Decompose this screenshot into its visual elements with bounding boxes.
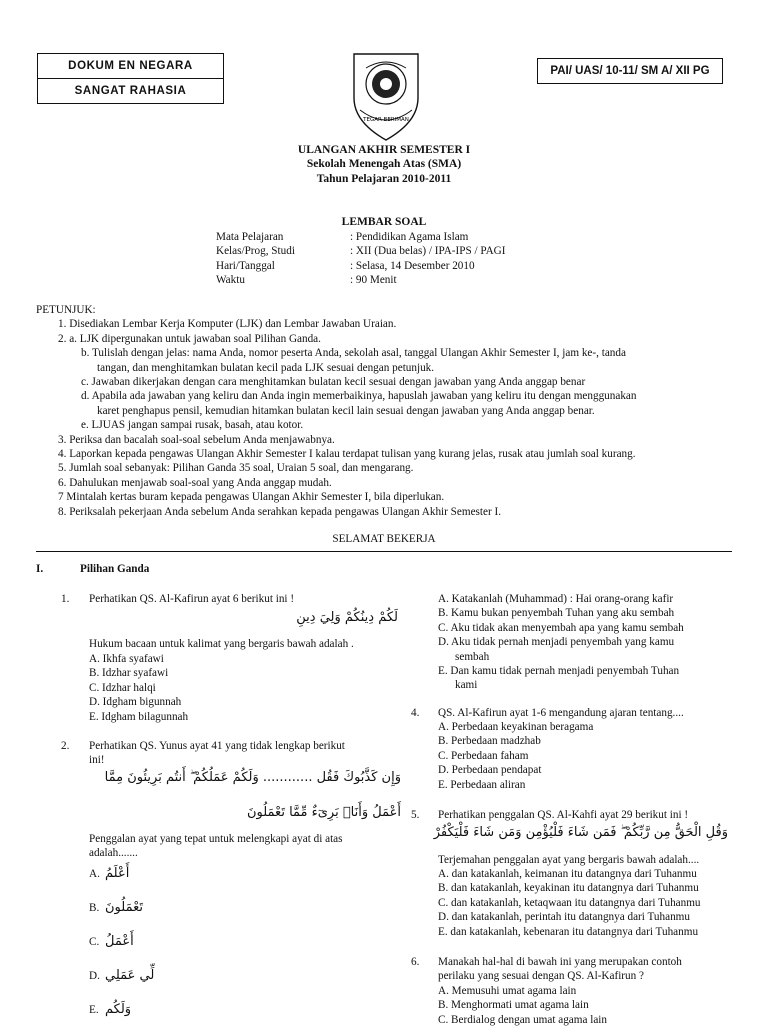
option-letter: D. bbox=[89, 969, 100, 982]
info-key: Hari/Tanggal bbox=[216, 259, 275, 272]
question-number: 2. bbox=[61, 740, 70, 752]
answer-option bbox=[89, 857, 154, 891]
answer-option: E. dan katakanlah, kebenaran itu datangnya dari Tuhanmu bbox=[438, 925, 699, 938]
info-row bbox=[216, 244, 505, 258]
info-value: : XII (Dua belas) / IPA-IPS / PAGI bbox=[350, 245, 506, 258]
closing-text: SELAMAT BEKERJA bbox=[332, 533, 436, 545]
answer-option: B. Perbedaan madzhab bbox=[438, 735, 541, 748]
answer-option bbox=[89, 959, 154, 993]
question-text-line: Perhatikan QS. Yunus ayat 41 yang tidak lengkap berikut bbox=[89, 740, 345, 752]
answer-option: A. Katakanlah (Muhammad) : Hai orang-orang kafir bbox=[438, 593, 674, 605]
answer-option: D. Idgham bigunnah bbox=[89, 696, 182, 709]
instruction-line: karet penghapus pensil, kemudian hitamkan bulatan kecil lain sesuai dengan jawaban yang Anda anggap benar. bbox=[97, 404, 595, 417]
answer-option: C. dan katakanlah, ketaqwaan itu datangnya dari Tuhanmu bbox=[438, 896, 701, 909]
answer-options bbox=[89, 857, 154, 1027]
option-arabic: لِّي عَمَلِي bbox=[105, 967, 155, 983]
question-prompt: Hukum bacaan untuk kalimat yang bergaris bawah adalah . bbox=[89, 638, 354, 650]
answer-options bbox=[438, 720, 593, 792]
info-value: : Selasa, 14 Desember 2010 bbox=[350, 259, 475, 272]
answer-option: A. Ikhfa syafawi bbox=[89, 653, 164, 665]
answer-option: D. Aku tidak pernah menjadi penyembah yang kamu bbox=[438, 636, 675, 649]
answer-option: C. Aku tidak akan menyembah apa yang kamu sembah bbox=[438, 621, 684, 634]
answer-option: A. dan katakanlah, keimanan itu datangnya dari Tuhanmu bbox=[438, 868, 697, 880]
instruction-line: 3. Periksa dan bacalah soal-soal sebelum Anda menjawabnya. bbox=[58, 433, 335, 446]
answer-option bbox=[89, 891, 154, 925]
question-text: QS. Al-Kafirun ayat 1-6 mengandung ajaran tentang.... bbox=[438, 707, 684, 719]
info-key: Waktu bbox=[216, 274, 245, 287]
answer-option: D. dan katakanlah, perintah itu datangnya dari Tuhanmu bbox=[438, 911, 690, 924]
arabic-verse: لَكُمْ دِينُكُمْ وَلِيَ دِينِ bbox=[296, 610, 398, 625]
answer-option: A. Perbedaan keyakinan beragama bbox=[438, 721, 594, 733]
question-prompt-line: Penggalan ayat yang tepat untuk melengkapi ayat di atas bbox=[89, 833, 343, 845]
classification-bottom: SANGAT RAHASIA bbox=[38, 78, 223, 103]
arabic-verse: وَقُلِ الْحَقُّ مِن رَّبِّكُمْ ۖ فَمَن شَاءَ فَلْيُؤْمِن وَمَن شَاءَ فَلْيَكْفُرْ bbox=[433, 825, 728, 840]
answer-option: D. Perbedaan pendapat bbox=[438, 764, 542, 777]
info-value: : 90 Menit bbox=[350, 274, 397, 287]
answer-option: B. Idzhar syafawi bbox=[89, 667, 169, 680]
option-letter: C. bbox=[89, 935, 100, 948]
instruction-line: 2. a. LJK dipergunakan untuk jawaban soal Pilihan Ganda. bbox=[58, 332, 321, 345]
option-letter: E. bbox=[89, 1003, 99, 1016]
arabic-verse: أَعْمَلُ وَأَنَا۠ بَرِىٓءٌ مِّمَّا تَعْمَلُونَ bbox=[246, 805, 401, 820]
answer-option: C. Berdialog dengan umat agama lain bbox=[438, 1013, 608, 1026]
answer-option-continued: kami bbox=[455, 679, 478, 692]
answer-option bbox=[89, 993, 154, 1027]
info-row bbox=[216, 273, 505, 287]
answer-option: B. Menghormati umat agama lain bbox=[438, 999, 589, 1012]
instructions bbox=[36, 303, 748, 519]
section-number: I. bbox=[36, 563, 44, 575]
answer-option: E. Dan kamu tidak pernah menjadi penyembah Tuhan bbox=[438, 665, 680, 678]
exam-title: ULANGAN AKHIR SEMESTER I bbox=[297, 144, 471, 156]
question-text: Perhatikan penggalan QS. Al-Kahfi ayat 29 berikut ini ! bbox=[438, 809, 689, 821]
option-letter: A. bbox=[89, 867, 100, 880]
arabic-verse: وَإِن كَذَّبُوكَ فَقُل ............ وَلَكُمْ عَمَلُكُمْ ۖ أَنتُم بَرِيئُونَ مِمَّا bbox=[104, 770, 401, 785]
answer-option: B. dan katakanlah, keyakinan itu datangnya dari Tuhanmu bbox=[438, 882, 699, 895]
instruction-line: 7 Mintalah kertas buram kepada pengawas Ulangan Akhir Semester I, bila diperlukan. bbox=[58, 491, 445, 504]
classification-box bbox=[37, 53, 224, 104]
option-letter: B. bbox=[89, 901, 100, 914]
info-row bbox=[216, 230, 505, 244]
section-divider bbox=[36, 551, 732, 552]
question-prompt-line: adalah....... bbox=[89, 847, 138, 860]
exam-info bbox=[216, 230, 505, 288]
question-text bbox=[438, 955, 682, 984]
question-text-line: perilaku yang sesuai dengan QS. Al-Kafirun ? bbox=[438, 970, 644, 983]
answer-option: E. Perbedaan aliran bbox=[438, 778, 526, 791]
answer-options bbox=[438, 867, 701, 939]
answer-option-continued: sembah bbox=[455, 650, 490, 663]
answer-options bbox=[438, 592, 684, 693]
answer-option: C. Perbedaan faham bbox=[438, 749, 529, 762]
instruction-line: d. Apabila ada jawaban yang keliru dan Anda ingin memerbaikinya, hapuslah jawaban yang keliru itu dengan menggunakan bbox=[81, 390, 637, 403]
instructions-title: PETUNJUK: bbox=[36, 304, 96, 316]
answer-option bbox=[89, 925, 154, 959]
question-number: 6. bbox=[411, 956, 420, 968]
logo-motto: TEGAR BERIMAN bbox=[363, 117, 409, 123]
info-row bbox=[216, 259, 505, 273]
instruction-line: e. LJUAS jangan sampai rusak, basah, atau kotor. bbox=[81, 419, 304, 432]
question-number: 1. bbox=[61, 593, 70, 605]
section-title: Pilihan Ganda bbox=[80, 563, 150, 575]
question-text-line: ini! bbox=[89, 754, 105, 767]
option-arabic: تَعْمَلُونَ bbox=[105, 899, 143, 915]
classification-top: DOKUM EN NEGARA bbox=[68, 60, 193, 72]
answer-option: C. Idzhar halqi bbox=[89, 681, 156, 694]
info-key: Kelas/Prog, Studi bbox=[216, 245, 295, 258]
answer-option: A. Memusuhi umat agama lain bbox=[438, 985, 577, 997]
instruction-line: b. Tulislah dengan jelas: nama Anda, nomor peserta Anda, sekolah asal, tanggal Ulangan Akhir Semester I, jam ke-, tanda bbox=[81, 347, 626, 360]
school-emblem-icon bbox=[344, 48, 428, 144]
instruction-line: 4. Laporkan kepada pengawas Ulangan Akhir Semester I kalau terdapat tulisan yang kurang jelas, rusak atau jumlah soal kurang. bbox=[58, 448, 636, 461]
answer-options bbox=[89, 652, 188, 724]
instruction-line: 5. Jumlah soal sebanyak: Pilihan Ganda 35 soal, Uraian 5 soal, dan mengarang. bbox=[58, 462, 414, 475]
sheet-title: LEMBAR SOAL bbox=[341, 216, 427, 228]
question-prompt: Terjemahan penggalan ayat yang bergaris bawah adalah.... bbox=[438, 854, 700, 866]
info-key: Mata Pelajaran bbox=[216, 231, 284, 243]
school-year: Tahun Pelajaran 2010-2011 bbox=[316, 173, 452, 185]
instruction-line: tangan, dan menghitamkan bulatan kecil pada LJK sesuai dengan petunjuk. bbox=[97, 361, 435, 374]
option-arabic: أَعْمَلُ bbox=[105, 933, 134, 949]
question-text bbox=[89, 739, 345, 768]
answer-options bbox=[438, 984, 607, 1027]
option-arabic: وَلَكُم bbox=[105, 1001, 132, 1017]
instruction-line: 6. Dahulukan menjawab soal-soal yang Anda anggap mudah. bbox=[58, 476, 332, 489]
instruction-line: 1. Disediakan Lembar Kerja Komputer (LJK) dan Lembar Jawaban Uraian. bbox=[58, 318, 397, 331]
instruction-line: c. Jawaban dikerjakan dengan cara menghitamkan bulatan kecil sesuai dengan jawaban yang Anda anggap benar bbox=[81, 376, 586, 389]
school-name: Sekolah Menengah Atas (SMA) bbox=[306, 158, 462, 170]
option-arabic: أَعْلَمُ bbox=[105, 865, 130, 881]
answer-option: B. Kamu bukan penyembah Tuhan yang aku sembah bbox=[438, 607, 675, 620]
question-text: Perhatikan QS. Al-Kafirun ayat 6 berikut ini ! bbox=[89, 593, 295, 605]
question-number: 5. bbox=[411, 809, 420, 821]
instruction-line: 8. Periksalah pekerjaan Anda sebelum Anda serahkan kepada pengawas Ulangan Akhir Semester I. bbox=[58, 505, 502, 518]
document-code: PAI/ UAS/ 10-11/ SM A/ XII PG bbox=[537, 58, 723, 84]
info-value: : Pendidikan Agama Islam bbox=[350, 231, 469, 243]
question-number: 4. bbox=[411, 707, 420, 719]
question-text-line: Manakah hal-hal di bawah ini yang merupakan contoh bbox=[438, 956, 682, 968]
answer-option: E. Idgham bilagunnah bbox=[89, 710, 189, 723]
